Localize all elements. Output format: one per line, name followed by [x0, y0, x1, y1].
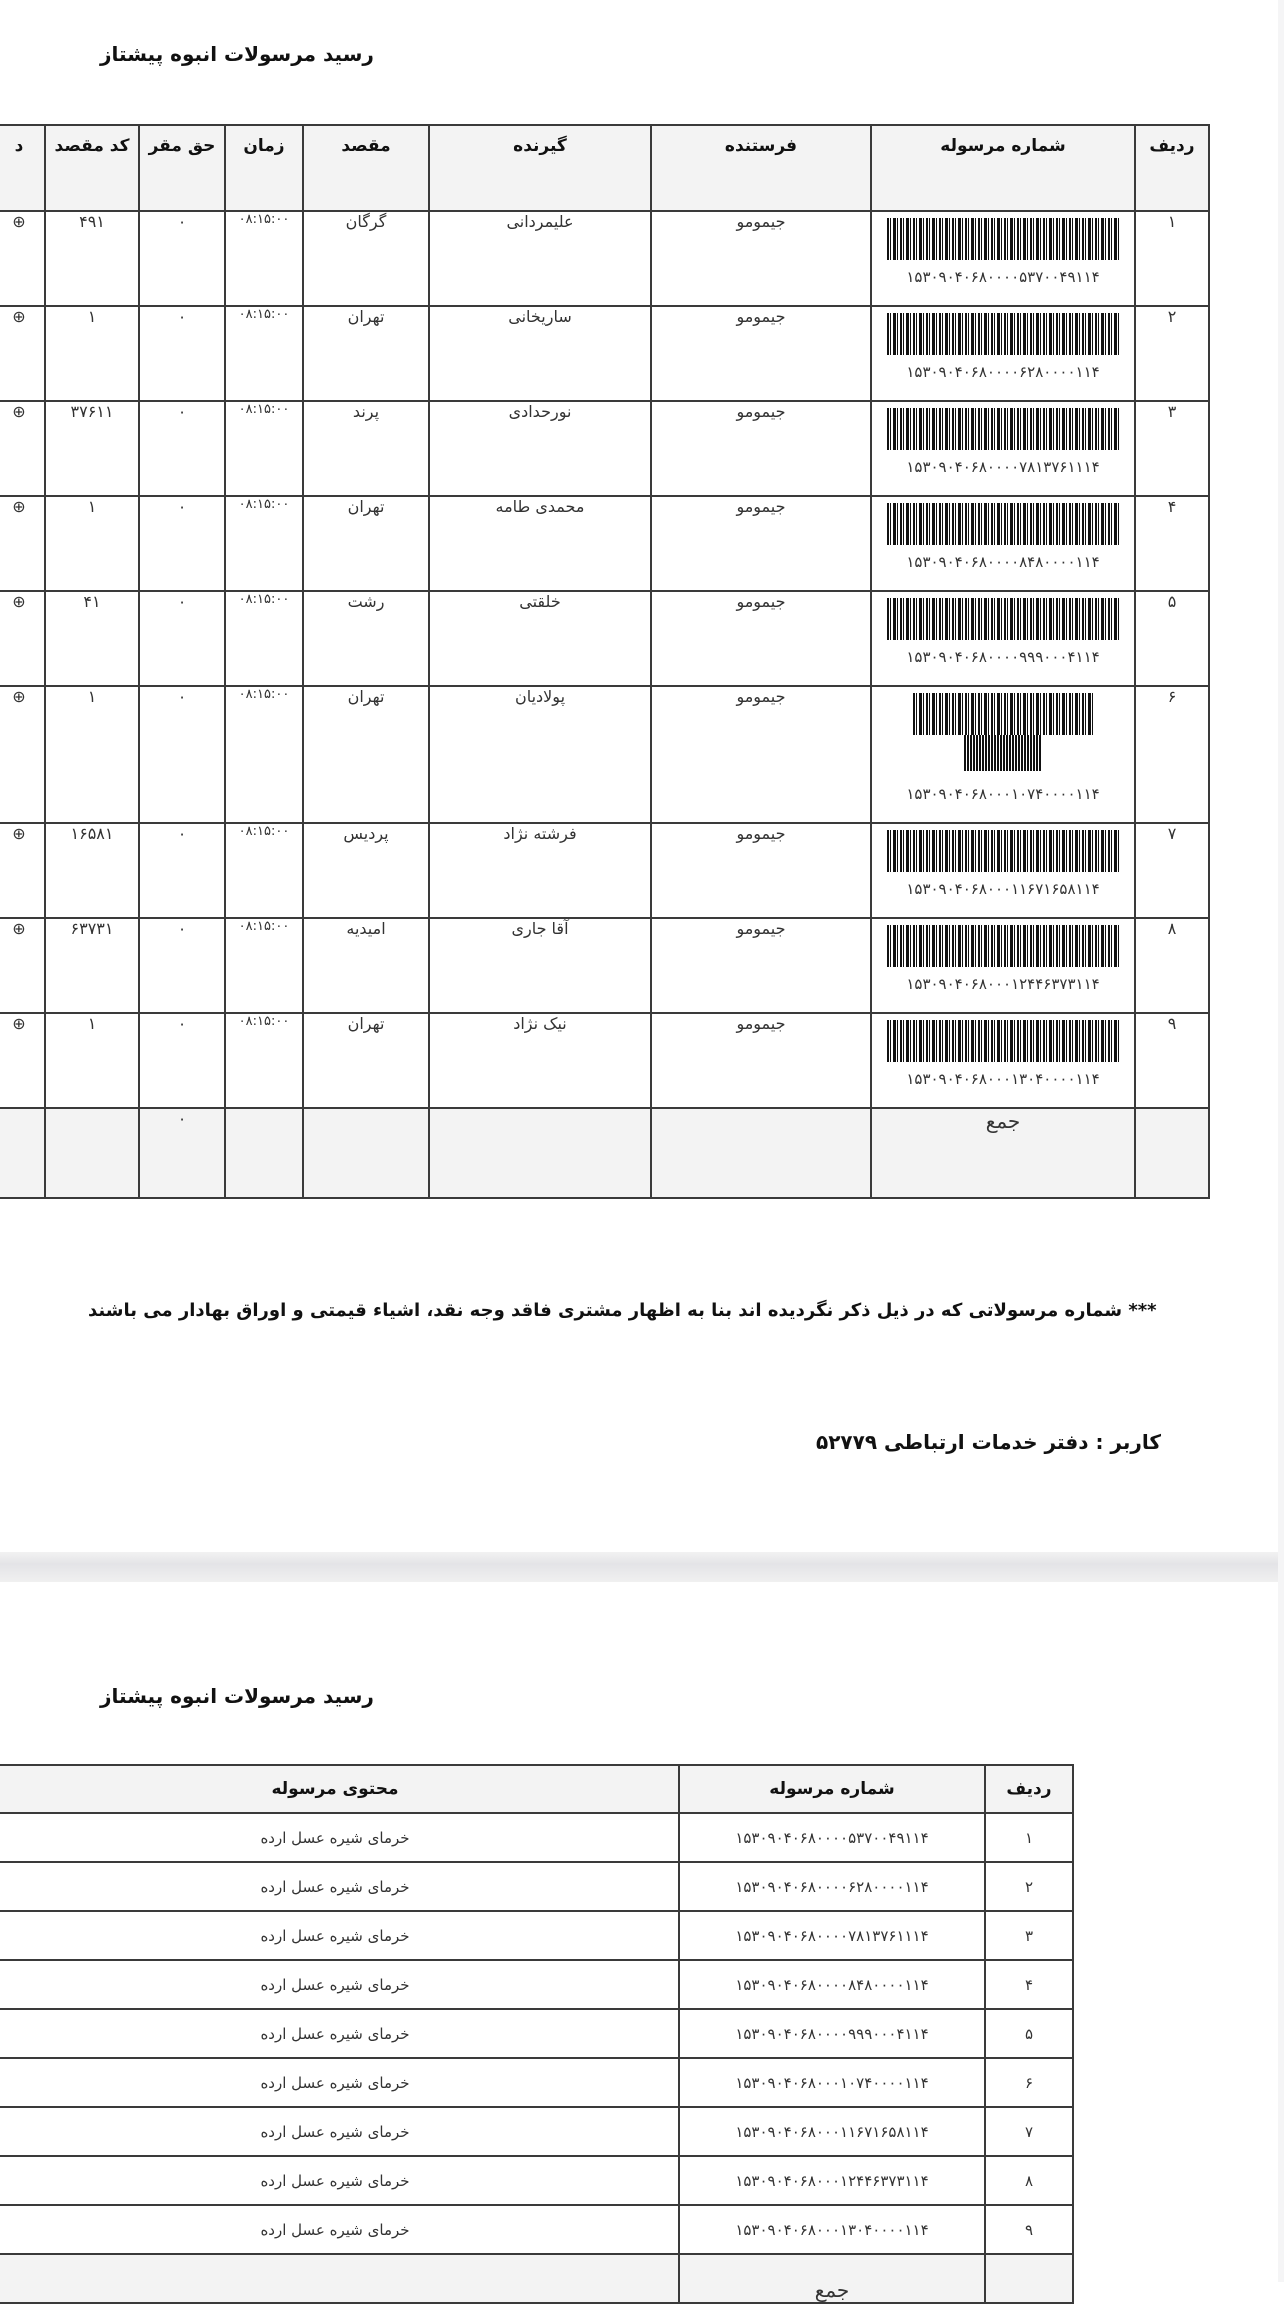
barcode-image [887, 925, 1119, 967]
mark-icon: ⊕ [0, 823, 45, 918]
sender: جیمومو [651, 306, 871, 401]
barcode-image [887, 408, 1119, 450]
row-number: ۱ [985, 1813, 1073, 1862]
row-number: ۶ [985, 2058, 1073, 2107]
sender: جیمومو [651, 496, 871, 591]
fee: ۰ [139, 1013, 225, 1108]
tracking-cell [871, 1013, 1135, 1108]
content: خرمای شیره عسل ارده [0, 2009, 679, 2058]
table-row [0, 1960, 1073, 2009]
table-row [0, 2009, 1073, 2058]
tracking-number: ۱۵۳۰۹۰۴۰۶۸۰۰۰۱۱۶۷۱۶۵۸۱۱۴ [906, 880, 1100, 898]
row-number: ۹ [1135, 1013, 1209, 1108]
content: خرمای شیره عسل ارده [0, 2205, 679, 2254]
tracking-cell [871, 211, 1135, 306]
header-dest-code: کد مقصد [45, 125, 139, 211]
tracking-number: ۱۵۳۰۹۰۴۰۶۸۰۰۰۰۷۸۱۳۷۶۱۱۱۴ [679, 1911, 985, 1960]
table-row [0, 2058, 1073, 2107]
table-row [0, 823, 1209, 918]
shipments-table [0, 124, 1210, 1199]
dest-code: ۴۹۱ [45, 211, 139, 306]
table-row [0, 2156, 1073, 2205]
time: ۰۸:۱۵:۰۰ [225, 496, 303, 591]
receiver: ساریخانی [429, 306, 651, 401]
page-title: رسید مرسولات انبوه پیشتاز [100, 1684, 374, 1708]
table-row [0, 1813, 1073, 1862]
receiver: خلقتی [429, 591, 651, 686]
table-row [0, 1862, 1073, 1911]
barcode-image [887, 598, 1119, 640]
table-row [0, 2205, 1073, 2254]
time: ۰۸:۱۵:۰۰ [225, 1013, 303, 1108]
sender: جیمومو [651, 1013, 871, 1108]
header-tracking: شماره مرسوله [871, 125, 1135, 211]
content: خرمای شیره عسل ارده [0, 2156, 679, 2205]
time: ۰۸:۱۵:۰۰ [225, 686, 303, 823]
disclaimer-note: *** شماره مرسولاتی که در ذیل ذکر نگردیده اند بنا به اظهار مشتری فاقد وجه نقد، اشیاء قیمتی و اوراق بهادار می باشند [88, 1300, 1157, 1321]
mark-icon: ⊕ [0, 496, 45, 591]
header-sender: فرستنده [651, 125, 871, 211]
tracking-cell [871, 591, 1135, 686]
table-row [0, 306, 1209, 401]
total-empty-cell [1135, 1108, 1209, 1198]
table-row [0, 918, 1209, 1013]
tracking-number: ۱۵۳۰۹۰۴۰۶۸۰۰۰۱۳۰۴۰۰۰۰۱۱۴ [906, 1070, 1100, 1088]
header-tracking: شماره مرسوله [679, 1765, 985, 1813]
dest-code: ۱ [45, 306, 139, 401]
total-label: جمع [871, 1108, 1135, 1198]
destination: گرگان [303, 211, 429, 306]
tracking-number: ۱۵۳۰۹۰۴۰۶۸۰۰۰۰۷۸۱۳۷۶۱۱۱۴ [906, 458, 1100, 476]
mark-icon: ⊕ [0, 918, 45, 1013]
table-row [0, 496, 1209, 591]
row-number: ۴ [1135, 496, 1209, 591]
tracking-number: ۱۵۳۰۹۰۴۰۶۸۰۰۰۰۹۹۹۰۰۰۴۱۱۴ [906, 648, 1100, 666]
total-row [0, 2254, 1073, 2303]
header-fee: حق مقر [139, 125, 225, 211]
tracking-number: ۱۵۳۰۹۰۴۰۶۸۰۰۰۰۹۹۹۰۰۰۴۱۱۴ [679, 2009, 985, 2058]
receiver: فرشته نژاد [429, 823, 651, 918]
sender: جیمومو [651, 401, 871, 496]
row-number: ۳ [985, 1911, 1073, 1960]
header-d: د [0, 125, 45, 211]
fee: ۰ [139, 496, 225, 591]
time: ۰۸:۱۵:۰۰ [225, 211, 303, 306]
receiver: نیک نژاد [429, 1013, 651, 1108]
destination: تهران [303, 496, 429, 591]
dest-code: ۱ [45, 1013, 139, 1108]
operator-label: کاربر : دفتر خدمات ارتباطی ۵۲۷۷۹ [816, 1430, 1162, 1454]
tracking-number: ۱۵۳۰۹۰۴۰۶۸۰۰۰۱۱۶۷۱۶۵۸۱۱۴ [679, 2107, 985, 2156]
mark-icon: ⊕ [0, 211, 45, 306]
tracking-number: ۱۵۳۰۹۰۴۰۶۸۰۰۰۰۸۴۸۰۰۰۰۱۱۴ [679, 1960, 985, 2009]
time: ۰۸:۱۵:۰۰ [225, 918, 303, 1013]
tracking-number: ۱۵۳۰۹۰۴۰۶۸۰۰۰۰۵۳۷۰۰۴۹۱۱۴ [679, 1813, 985, 1862]
barcode-image [887, 218, 1119, 260]
row-number: ۱ [1135, 211, 1209, 306]
row-number: ۲ [985, 1862, 1073, 1911]
tracking-cell [871, 918, 1135, 1013]
header-content: محتوی مرسوله [0, 1765, 679, 1813]
tracking-cell [871, 401, 1135, 496]
content: خرمای شیره عسل ارده [0, 2107, 679, 2156]
row-number: ۶ [1135, 686, 1209, 823]
mark-icon: ⊕ [0, 306, 45, 401]
row-number: ۴ [985, 1960, 1073, 2009]
row-number: ۳ [1135, 401, 1209, 496]
dest-code: ۳۷۶۱۱ [45, 401, 139, 496]
time: ۰۸:۱۵:۰۰ [225, 591, 303, 686]
total-empty-cell [303, 1108, 429, 1198]
table-row [0, 686, 1209, 823]
barcode-image [887, 1020, 1119, 1062]
row-number: ۲ [1135, 306, 1209, 401]
tracking-number: ۱۵۳۰۹۰۴۰۶۸۰۰۰۱۰۷۴۰۰۰۰۱۱۴ [906, 785, 1100, 803]
content: خرمای شیره عسل ارده [0, 1813, 679, 1862]
mark-icon: ⊕ [0, 591, 45, 686]
page-divider [0, 1552, 1284, 1582]
content: خرمای شیره عسل ارده [0, 1862, 679, 1911]
row-number: ۵ [1135, 591, 1209, 686]
row-number: ۵ [985, 2009, 1073, 2058]
tracking-cell [871, 496, 1135, 591]
mark-icon: ⊕ [0, 401, 45, 496]
total-empty-cell [651, 1108, 871, 1198]
fee: ۰ [139, 306, 225, 401]
tracking-number: ۱۵۳۰۹۰۴۰۶۸۰۰۰۱۰۷۴۰۰۰۰۱۱۴ [679, 2058, 985, 2107]
header-receiver: گیرنده [429, 125, 651, 211]
content: خرمای شیره عسل ارده [0, 2058, 679, 2107]
table-header-row [0, 125, 1209, 211]
mark-icon: ⊕ [0, 686, 45, 823]
total-empty-cell [985, 2254, 1073, 2303]
tracking-number: ۱۵۳۰۹۰۴۰۶۸۰۰۰۱۲۴۴۶۳۷۳۱۱۴ [679, 2156, 985, 2205]
dest-code: ۱ [45, 686, 139, 823]
table-row [0, 1911, 1073, 1960]
sender: جیمومو [651, 823, 871, 918]
row-number: ۸ [985, 2156, 1073, 2205]
tracking-number: ۱۵۳۰۹۰۴۰۶۸۰۰۰۰۶۲۸۰۰۰۰۱۱۴ [679, 1862, 985, 1911]
tracking-cell [871, 823, 1135, 918]
barcode-image [887, 830, 1119, 872]
sender: جیمومو [651, 686, 871, 823]
content: خرمای شیره عسل ارده [0, 1960, 679, 2009]
table-row [0, 2107, 1073, 2156]
total-empty-cell [225, 1108, 303, 1198]
page-title: رسید مرسولات انبوه پیشتاز [100, 42, 374, 66]
destination: تهران [303, 1013, 429, 1108]
destination: امیدیه [303, 918, 429, 1013]
barcode-image-continued [964, 735, 1042, 771]
total-empty-cell [429, 1108, 651, 1198]
total-row [0, 1108, 1209, 1198]
receiver: پولادیان [429, 686, 651, 823]
time: ۰۸:۱۵:۰۰ [225, 401, 303, 496]
header-row-number: ردیف [1135, 125, 1209, 211]
tracking-number: ۱۵۳۰۹۰۴۰۶۸۰۰۰۱۳۰۴۰۰۰۰۱۱۴ [679, 2205, 985, 2254]
receiver: آقا جاری [429, 918, 651, 1013]
sender: جیمومو [651, 591, 871, 686]
row-number: ۸ [1135, 918, 1209, 1013]
destination: تهران [303, 306, 429, 401]
destination: پردیس [303, 823, 429, 918]
fee: ۰ [139, 401, 225, 496]
header-row-number: ردیف [985, 1765, 1073, 1813]
total-label: جمع [679, 2254, 985, 2303]
fee: ۰ [139, 686, 225, 823]
tracking-number: ۱۵۳۰۹۰۴۰۶۸۰۰۰۰۶۲۸۰۰۰۰۱۱۴ [906, 363, 1100, 381]
dest-code: ۶۳۷۳۱ [45, 918, 139, 1013]
table-row [0, 591, 1209, 686]
mark-icon: ⊕ [0, 1013, 45, 1108]
tracking-cell [871, 686, 1135, 823]
table-row [0, 1013, 1209, 1108]
header-time: زمان [225, 125, 303, 211]
tracking-number: ۱۵۳۰۹۰۴۰۶۸۰۰۰۰۸۴۸۰۰۰۰۱۱۴ [906, 553, 1100, 571]
fee: ۰ [139, 918, 225, 1013]
sender: جیمومو [651, 211, 871, 306]
destination: تهران [303, 686, 429, 823]
header-destination: مقصد [303, 125, 429, 211]
destination: رشت [303, 591, 429, 686]
page-edge [1278, 0, 1284, 2282]
row-number: ۷ [985, 2107, 1073, 2156]
time: ۰۸:۱۵:۰۰ [225, 306, 303, 401]
time: ۰۸:۱۵:۰۰ [225, 823, 303, 918]
tracking-number: ۱۵۳۰۹۰۴۰۶۸۰۰۰۰۵۳۷۰۰۴۹۱۱۴ [906, 268, 1100, 286]
contents-table [0, 1764, 1074, 2304]
receiver: نورحدادی [429, 401, 651, 496]
receiver: علیمردانی [429, 211, 651, 306]
destination: پرند [303, 401, 429, 496]
total-empty-cell [0, 2254, 679, 2303]
total-empty-cell [0, 1108, 45, 1198]
barcode-image [887, 313, 1119, 355]
fee: ۰ [139, 823, 225, 918]
dest-code: ۱ [45, 496, 139, 591]
dest-code: ۴۱ [45, 591, 139, 686]
row-number: ۹ [985, 2205, 1073, 2254]
row-number: ۷ [1135, 823, 1209, 918]
fee: ۰ [139, 591, 225, 686]
table-row [0, 401, 1209, 496]
dest-code: ۱۶۵۸۱ [45, 823, 139, 918]
total-empty-cell [45, 1108, 139, 1198]
fee: ۰ [139, 211, 225, 306]
barcode-image [913, 693, 1093, 735]
total-fee: ۰ [139, 1108, 225, 1198]
table-row [0, 211, 1209, 306]
table-header-row [0, 1765, 1073, 1813]
receiver: محمدی طامه [429, 496, 651, 591]
barcode-image [887, 503, 1119, 545]
tracking-number: ۱۵۳۰۹۰۴۰۶۸۰۰۰۱۲۴۴۶۳۷۳۱۱۴ [906, 975, 1100, 993]
sender: جیمومو [651, 918, 871, 1013]
content: خرمای شیره عسل ارده [0, 1911, 679, 1960]
tracking-cell [871, 306, 1135, 401]
